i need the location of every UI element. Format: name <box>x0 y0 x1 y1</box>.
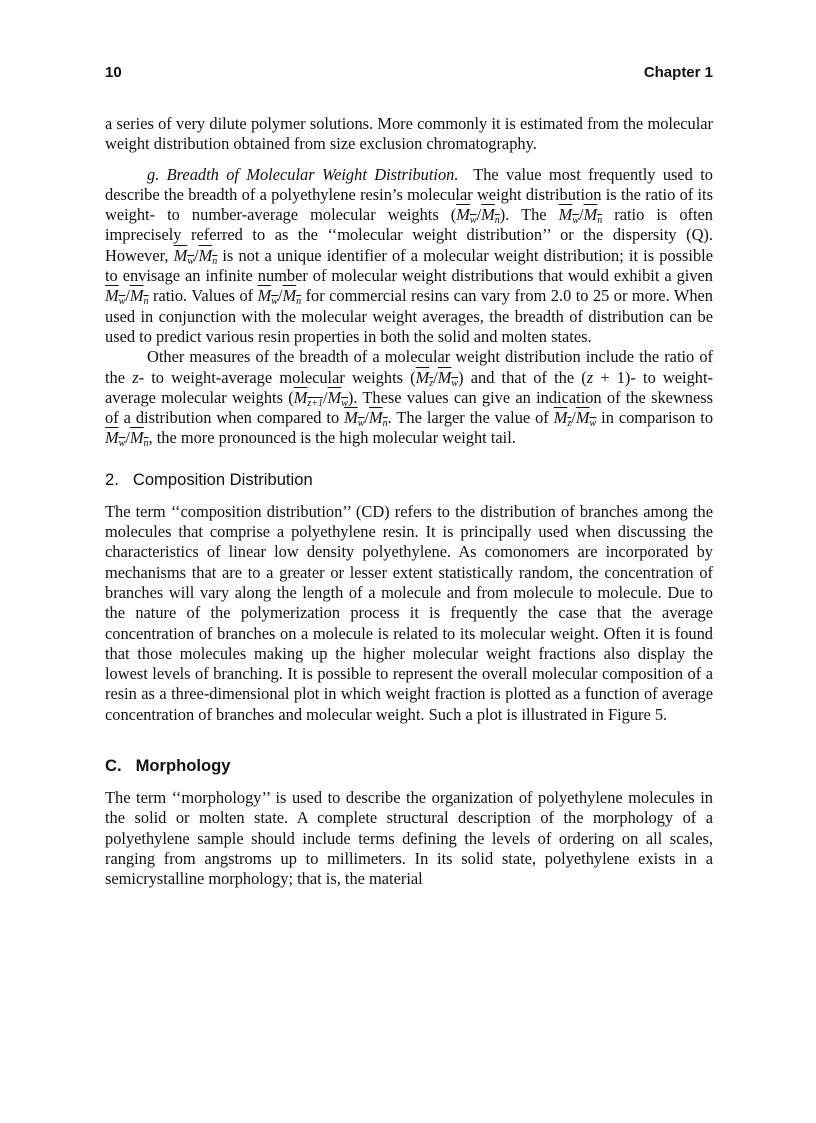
section-heading-morphology <box>105 756 713 776</box>
symbol-mw: $M_w$ <box>257 286 278 308</box>
section-title: Composition Distribution <box>132 469 313 489</box>
symbol-mn: $M_n$ <box>481 205 500 227</box>
paragraph-other-measures: Other measures of the breadth of a molecular weight distribution include the ratio of the z- to weight-average molecular weights $(M_z/M_w)$ and that of the (z + 1)- to weight-average molecular weights $(M_{z+1}/M_w)$. These values can give an indication of the skewness of a distribution when compared to $M_w/M_n$. The larger the value of $M_z/M_w$ in comparison to $M_w/M_n$, the more pronounced is the high molecular weight tail. <box>105 347 714 450</box>
section-title: Morphology <box>135 756 231 776</box>
symbol-mn: $M_n$ <box>368 408 388 430</box>
chapter-label: Chapter 1 <box>643 64 713 81</box>
symbol-mw: $M_w$ <box>327 387 348 409</box>
symbol-mz1: $M_{z+1}$ <box>293 387 323 409</box>
symbol-mw: $M_w$ <box>105 428 126 450</box>
symbol-mn: $M_n$ <box>129 428 149 450</box>
symbol-mw: $M_w$ <box>344 408 365 430</box>
section-number: 2. <box>105 469 119 489</box>
symbol-mn: $M_n$ <box>282 286 302 308</box>
section-heading-composition <box>105 470 713 490</box>
subsection-lead: g. Breadth of Molecular Weight Distribution. <box>147 164 459 184</box>
body-text <box>105 114 713 890</box>
symbol-mn: $M_n$ <box>198 245 218 267</box>
symbol-mw: $M_w$ <box>456 205 477 227</box>
symbol-mz: $M_z$ <box>553 408 572 430</box>
symbol-mz: $M_z$ <box>415 367 434 389</box>
symbol-mw: $M_w$ <box>575 408 597 430</box>
paragraph-continuation: a series of very dilute polymer solutions. More commonly it is estimated from the molecular weight distribution obtained from size exclusion chromatography. <box>105 114 713 154</box>
paragraph-composition: The term ‘‘composition distribution’’ (CD) refers to the distribution of branches among the molecules that comprise a polyethylene resin. It is principally used when discussing the characteristics of linear low density polyethylene. As comonomers are incorporated by mechanisms that are to a greater or lesser extent statistically random, the concentration of branches will vary along the length of a molecule and from molecule to molecule. Due to the nature of the polymerization process it is frequently the case that the average concentration of branches on a molecule is related to its molecular weight. Often it is found that those molecules making up the higher molecular weight fractions also display the lowest levels of branching. It is possible to represent the overall molecular composition of a resin as a three-dimensional plot in which weight fraction is plotted as a function of average concentration of branches and molecular weight. Such a plot is illustrated in Figure 5. <box>105 501 713 724</box>
paragraph-breadth: g. Breadth of Molecular Weight Distribution. The value most frequently used to describe the breadth of a polyethylene resin’s molecular weight distribution is the ratio of its weight- to number-average molecular weights $(M_w/M_n)$. The $M_w/M_n$ ratio is often imprecisely referred to as the ‘‘molecular weight distribution’’ or the dispersity (Q). However, $M_w/M_n$ is not a unique identifier of a molecular weight distribution; it is possible to envisage an infinite number of molecular weight distributions that would exhibit a given $M_w/M_n$ ratio. Values of $M_w/M_n$ for commercial resins can vary from 2.0 to 25 or more. When used in conjunction with the molecular weight averages, the breadth of distribution can be used to predict various resin properties in both the solid and molten states. <box>105 164 714 346</box>
symbol-mn: $M_n$ <box>129 286 149 308</box>
symbol-mw: $M_w$ <box>173 245 194 267</box>
symbol-mw: $M_w$ <box>558 205 579 227</box>
symbol-mw: $M_w$ <box>437 367 459 389</box>
symbol-mw: $M_w$ <box>105 286 126 308</box>
symbol-mn: $M_n$ <box>583 205 603 227</box>
paragraph-morphology: The term ‘‘morphology’’ is used to describe the organization of polyethylene molecules in the solid or molten state. A complete structural description of the morphology of a polyethylene sample should include terms defining the levels of ordering on all scales, ranging from angstroms up to millimeters. In its solid state, polyethylene exists in a semicrystalline morphology; that is, the material <box>105 788 713 889</box>
page-number: 10 <box>105 64 122 81</box>
section-number: C. <box>105 756 122 776</box>
